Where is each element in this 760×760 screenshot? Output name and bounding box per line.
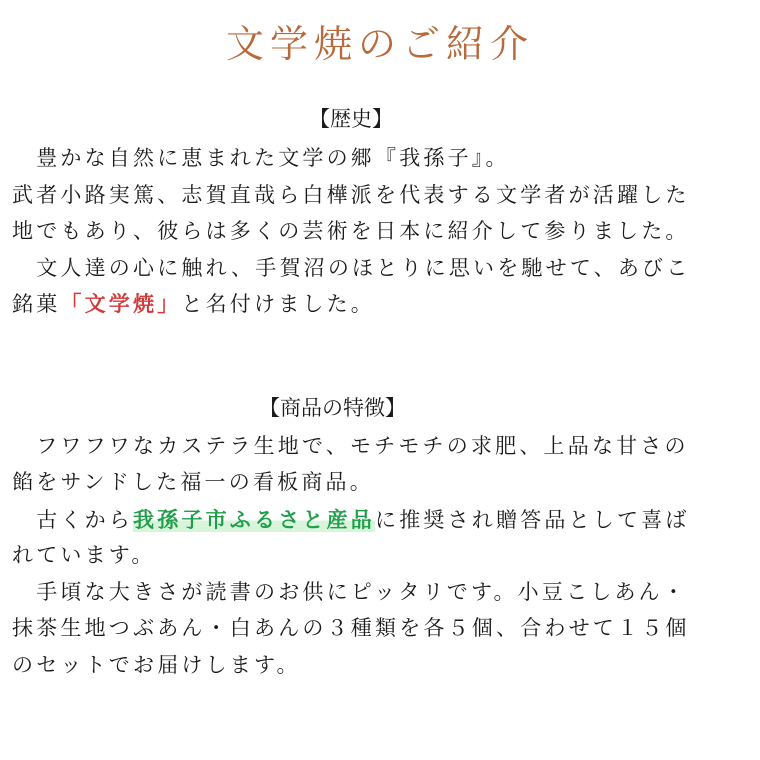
history-line-5-prefix: 銘菓 [12,292,61,316]
features-line-6: 抹茶生地つぶあん・白あんの３種類を各５個、合わせて１５個 [12,616,690,640]
features-heading: 【商品の特徴】 [259,396,406,420]
features-line-5: 手頃な大きさが読書のお供にピッタリです。小豆こしあん・ [12,580,688,604]
bungakuyaki-highlight: 「文学焼」 [60,291,182,316]
history-heading: 【歴史】 [309,107,393,131]
history-line-5 [12,289,375,319]
features-line-3-suffix: に推奨され贈答品として喜ば [375,508,690,532]
features-line-4: れています。 [12,543,156,567]
history-line-3: 地でもあり、彼らは多くの芸術を日本に紹介して参りました。 [12,219,690,243]
features-line-2: 餡をサンドした福一の看板商品。 [12,470,374,494]
features-line-7: のセットでお届けします。 [12,653,301,677]
features-line-3-prefix: 古くから [12,508,133,532]
history-line-4: 文人達の心に触れ、手賀沼のほとりに思いを馳せて、あびこ [12,256,691,280]
furusato-highlight: 我孫子市ふるさと産品 [133,507,375,532]
features-line-3 [12,505,690,535]
history-line-5-suffix: と名付けました。 [181,292,376,316]
history-line-1: 豊かな自然に恵まれた文学の郷『我孫子』。 [12,146,510,170]
page-title: 文学焼のご紹介 [225,22,534,66]
features-line-1: フワフワなカステラ生地で、モチモチの求肥、上品な甘さの [12,434,689,458]
history-line-2: 武者小路実篤、志賀直哉ら白樺派を代表する文学者が活躍した [12,183,690,207]
